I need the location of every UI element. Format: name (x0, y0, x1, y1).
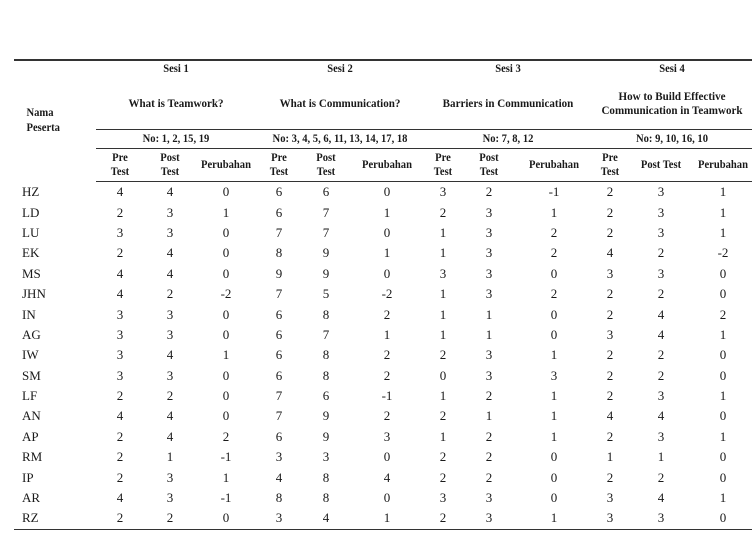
results-table (14, 59, 752, 530)
score-cell: 2 (96, 508, 144, 529)
column-header-row (14, 149, 752, 182)
score-cell: 0 (383, 265, 391, 281)
score-cell: -1 (381, 388, 393, 404)
score-cell: 3 (166, 367, 174, 383)
score-cell: 2 (485, 428, 493, 444)
score-cell: 0 (719, 469, 727, 485)
score-cell: 8 (322, 347, 330, 363)
table-row (14, 182, 752, 203)
score-cell: 0 (719, 286, 727, 302)
score-cell: 9 (322, 428, 330, 444)
score-cell: 2 (439, 449, 447, 465)
score-cell: 6 (322, 388, 330, 404)
score-cell: 3 (485, 245, 493, 261)
score-cell: 0 (550, 490, 558, 506)
table-row (14, 284, 752, 304)
participant-name: LD (22, 204, 40, 220)
score-cell: 1 (719, 326, 727, 342)
score-cell: 0 (222, 245, 230, 261)
score-cell: 1 (550, 408, 558, 424)
score-cell: 2 (550, 224, 558, 240)
participant-name: AN (22, 408, 41, 424)
score-cell: 4 (166, 245, 174, 261)
sesi-1-topic: What is Teamwork? (128, 96, 224, 110)
sesi-2-topic: What is Communication? (279, 96, 401, 110)
score-cell: 7 (322, 204, 330, 220)
score-cell: 6 (322, 184, 330, 200)
score-cell: 6 (275, 367, 283, 383)
participant-name: RZ (14, 508, 96, 529)
score-cell: 2 (116, 428, 124, 444)
score-cell: 3 (256, 508, 302, 529)
table-row (14, 488, 752, 508)
score-cell: -2 (381, 286, 393, 302)
score-cell: 0 (719, 449, 727, 465)
table-row (14, 325, 752, 345)
score-cell: 7 (322, 224, 330, 240)
table-row (14, 508, 752, 529)
score-cell: 3 (166, 224, 174, 240)
score-cell: 2 (606, 388, 614, 404)
sesi-4-items: No: 9, 10, 16, 10 (598, 130, 745, 149)
score-cell: 2 (606, 428, 614, 444)
score-cell: 7 (322, 326, 330, 342)
score-cell: -1 (220, 449, 232, 465)
participant-name: MS (22, 265, 41, 281)
score-cell: 2 (116, 469, 124, 485)
score-cell: 1 (439, 286, 447, 302)
score-cell: 2 (116, 204, 124, 220)
score-cell: 2 (657, 367, 665, 383)
score-cell: 1 (439, 245, 447, 261)
score-cell: 3 (116, 306, 124, 322)
participant-name: HZ (22, 183, 40, 199)
score-cell: 3 (462, 508, 516, 529)
table-row (14, 386, 752, 406)
sesi-3-items: No: 7, 8, 12 (431, 130, 586, 149)
score-cell: 7 (275, 286, 283, 302)
score-cell: 0 (550, 326, 558, 342)
score-cell: 2 (606, 469, 614, 485)
score-cell: 1 (222, 469, 230, 485)
score-cell: 1 (719, 184, 727, 200)
score-cell: 0 (439, 367, 447, 383)
table-row (14, 447, 752, 467)
score-cell: 0 (222, 408, 230, 424)
score-cell: 2 (719, 306, 727, 322)
score-cell: 2 (439, 347, 447, 363)
score-cell: 9 (275, 265, 283, 281)
table-row (14, 345, 752, 365)
score-cell: 0 (222, 265, 230, 281)
score-cell: 3 (166, 326, 174, 342)
score-cell: 0 (719, 408, 727, 424)
score-cell: 1 (439, 326, 447, 342)
s1-perubahan-header: Perubahan (198, 149, 253, 182)
score-cell: 7 (275, 388, 283, 404)
participant-name: LF (22, 388, 38, 404)
sesi-1-label: Sesi 1 (102, 60, 249, 77)
score-cell: 1 (485, 306, 493, 322)
session-header-row (14, 60, 752, 77)
table-body (14, 182, 752, 530)
s3-pre-test-header: Pre Test (426, 149, 461, 182)
score-cell: 3 (322, 449, 330, 465)
score-cell: 2 (166, 388, 174, 404)
participant-name: IW (22, 347, 39, 363)
score-cell: 9 (322, 408, 330, 424)
s1-pre-test-header: Pre Test (98, 149, 142, 182)
score-cell: 4 (166, 428, 174, 444)
participant-name: IP (22, 469, 34, 485)
participant-name: AG (22, 326, 41, 342)
s4-post-test-header: Post Test (631, 149, 692, 182)
score-cell: 2 (383, 367, 391, 383)
score-cell: 4 (166, 184, 174, 200)
score-cell: 1 (222, 204, 230, 220)
score-cell: 1 (550, 428, 558, 444)
score-cell: 1 (516, 508, 592, 529)
score-cell: 4 (116, 408, 124, 424)
score-cell: 6 (275, 184, 283, 200)
score-cell: 2 (116, 245, 124, 261)
score-cell: 4 (166, 347, 174, 363)
score-cell: 4 (116, 184, 124, 200)
score-cell: 0 (694, 508, 752, 529)
score-cell: 2 (550, 286, 558, 302)
score-cell: 1 (383, 326, 391, 342)
score-cell: 2 (439, 469, 447, 485)
score-cell: 2 (485, 449, 493, 465)
participant-name: JHN (22, 286, 46, 302)
score-cell: 1 (485, 326, 493, 342)
score-cell: 2 (550, 245, 558, 261)
items-row (14, 130, 752, 149)
score-cell: 2 (424, 508, 462, 529)
score-cell: 2 (606, 224, 614, 240)
score-cell: 2 (606, 306, 614, 322)
score-cell: 0 (383, 449, 391, 465)
score-cell: -1 (548, 184, 560, 200)
score-cell: 4 (657, 306, 665, 322)
nama-peserta-header: Nama Peserta (17, 60, 92, 182)
score-cell: 0 (719, 347, 727, 363)
participant-name: EK (22, 245, 40, 261)
score-cell: 6 (275, 204, 283, 220)
score-cell: 2 (606, 184, 614, 200)
table-row (14, 243, 752, 263)
score-cell: 2 (606, 286, 614, 302)
score-cell: 3 (485, 490, 493, 506)
score-cell: -1 (220, 490, 232, 506)
score-cell: 2 (606, 347, 614, 363)
score-cell: 4 (166, 408, 174, 424)
score-cell: 4 (657, 326, 665, 342)
score-cell: 2 (606, 204, 614, 220)
score-cell: 0 (550, 449, 558, 465)
score-cell: 1 (719, 428, 727, 444)
score-cell: 1 (439, 428, 447, 444)
score-cell: 3 (166, 204, 174, 220)
score-cell: 1 (719, 490, 727, 506)
score-cell: 2 (116, 388, 124, 404)
score-cell: 6 (275, 326, 283, 342)
score-cell: 1 (550, 204, 558, 220)
score-cell: 3 (657, 204, 665, 220)
score-cell: 0 (222, 184, 230, 200)
score-cell: 3 (116, 326, 124, 342)
score-cell: 3 (485, 224, 493, 240)
score-cell: 6 (275, 428, 283, 444)
s2-perubahan-header: Perubahan (353, 149, 421, 182)
score-cell: 8 (322, 306, 330, 322)
table-row (14, 366, 752, 386)
score-cell: 2 (485, 388, 493, 404)
score-cell: 1 (550, 388, 558, 404)
score-cell: 3 (592, 508, 628, 529)
table-row (14, 264, 752, 284)
score-cell: 2 (383, 347, 391, 363)
s2-post-test-header: Post Test (304, 149, 348, 182)
topic-row (14, 77, 752, 130)
score-cell: 3 (550, 367, 558, 383)
score-cell: 0 (196, 508, 256, 529)
score-cell: 3 (166, 306, 174, 322)
score-cell: 2 (383, 408, 391, 424)
table-row (14, 427, 752, 447)
score-cell: 3 (657, 428, 665, 444)
score-cell: 2 (439, 408, 447, 424)
score-cell: 2 (166, 286, 174, 302)
score-cell: 3 (485, 367, 493, 383)
sesi-3-label: Sesi 3 (431, 60, 586, 77)
score-cell: 4 (606, 408, 614, 424)
score-cell: 4 (606, 245, 614, 261)
s4-pre-test-header: Pre Test (593, 149, 626, 182)
table-row (14, 223, 752, 243)
table-row (14, 467, 752, 487)
score-cell: 3 (485, 286, 493, 302)
participant-name: LU (22, 224, 40, 240)
score-cell: 2 (383, 306, 391, 322)
s1-post-test-header: Post Test (146, 149, 194, 182)
score-cell: 3 (116, 367, 124, 383)
score-cell: 8 (322, 367, 330, 383)
score-cell: 1 (606, 449, 614, 465)
score-cell: 3 (657, 224, 665, 240)
score-cell: 3 (485, 347, 493, 363)
table-row (14, 304, 752, 324)
score-cell: 2 (116, 449, 124, 465)
score-cell: 0 (550, 265, 558, 281)
score-cell: 3 (383, 428, 391, 444)
participant-name: SM (22, 367, 41, 383)
score-cell: 3 (657, 265, 665, 281)
participant-name: AP (22, 428, 39, 444)
sesi-4-topic: How to Build Effective Communication in Teamwork (601, 89, 743, 117)
score-cell: 1 (166, 449, 174, 465)
score-cell: 1 (719, 388, 727, 404)
score-cell: 3 (657, 388, 665, 404)
score-cell: 0 (222, 306, 230, 322)
score-cell: 2 (144, 508, 196, 529)
score-cell: 4 (383, 469, 391, 485)
score-cell: 1 (383, 204, 391, 220)
score-cell: 2 (657, 347, 665, 363)
table-row (14, 202, 752, 222)
score-cell: 3 (485, 204, 493, 220)
score-cell: 3 (275, 449, 283, 465)
score-cell: 1 (439, 306, 447, 322)
score-cell: 8 (322, 490, 330, 506)
score-cell: 3 (628, 508, 694, 529)
score-cell: 0 (719, 265, 727, 281)
score-cell: 1 (350, 508, 424, 529)
score-cell: 4 (116, 265, 124, 281)
score-cell: 3 (166, 490, 174, 506)
score-cell: 2 (485, 469, 493, 485)
score-cell: 1 (550, 347, 558, 363)
score-cell: 4 (657, 490, 665, 506)
score-cell: 2 (222, 428, 230, 444)
score-cell: 0 (383, 490, 391, 506)
sesi-1-items: No: 1, 2, 15, 19 (102, 130, 249, 149)
score-cell: 1 (719, 204, 727, 220)
score-cell: 1 (439, 224, 447, 240)
score-cell: 7 (275, 224, 283, 240)
score-cell: 4 (302, 508, 350, 529)
score-cell: 5 (322, 286, 330, 302)
score-cell: 7 (275, 408, 283, 424)
score-cell: 2 (439, 204, 447, 220)
score-cell: 8 (275, 490, 283, 506)
score-cell: 6 (275, 347, 283, 363)
score-cell: 3 (439, 265, 447, 281)
score-cell: 0 (222, 326, 230, 342)
table-row (14, 406, 752, 426)
score-cell: 3 (116, 347, 124, 363)
s2-pre-test-header: Pre Test (258, 149, 300, 182)
score-cell: 1 (485, 408, 493, 424)
score-cell: 0 (550, 469, 558, 485)
score-cell: 4 (116, 490, 124, 506)
score-cell: 0 (222, 367, 230, 383)
score-cell: 3 (439, 490, 447, 506)
participant-name: AR (22, 490, 41, 506)
score-cell: 3 (606, 490, 614, 506)
score-cell: 2 (657, 245, 665, 261)
score-cell: 4 (657, 408, 665, 424)
score-cell: 0 (383, 224, 391, 240)
score-cell: 4 (275, 469, 283, 485)
sesi-2-items: No: 3, 4, 5, 6, 11, 13, 14, 17, 18 (263, 130, 418, 149)
sesi-3-topic: Barriers in Communication (442, 96, 574, 110)
score-cell: 1 (657, 449, 665, 465)
score-cell: 0 (550, 306, 558, 322)
score-cell: 4 (116, 286, 124, 302)
participant-name: RM (22, 449, 43, 465)
score-cell: 3 (166, 469, 174, 485)
score-cell: -2 (220, 286, 232, 302)
score-cell: 0 (222, 388, 230, 404)
score-cell: 1 (383, 245, 391, 261)
sesi-2-label: Sesi 2 (263, 60, 418, 77)
score-cell: 8 (322, 469, 330, 485)
participant-name: IN (22, 306, 36, 322)
score-cell: 3 (485, 265, 493, 281)
score-cell: 3 (116, 224, 124, 240)
score-cell: 0 (383, 184, 391, 200)
score-cell: 3 (657, 184, 665, 200)
score-cell: 2 (606, 367, 614, 383)
score-cell: 9 (322, 265, 330, 281)
score-cell: 8 (275, 245, 283, 261)
score-cell: 2 (657, 286, 665, 302)
score-cell: 4 (166, 265, 174, 281)
score-cell: 1 (439, 388, 447, 404)
score-cell: 9 (322, 245, 330, 261)
score-cell: 2 (485, 184, 493, 200)
score-cell: 3 (439, 184, 447, 200)
s3-perubahan-header: Perubahan (519, 149, 589, 182)
sesi-4-label: Sesi 4 (598, 60, 745, 77)
score-cell: 1 (222, 347, 230, 363)
score-cell: 3 (606, 326, 614, 342)
score-cell: 2 (657, 469, 665, 485)
score-cell: 0 (719, 367, 727, 383)
score-cell: 0 (222, 224, 230, 240)
s3-post-test-header: Post Test (464, 149, 514, 182)
score-cell: 3 (606, 265, 614, 281)
s4-perubahan-header: Perubahan (696, 149, 749, 182)
score-cell: 1 (719, 224, 727, 240)
score-cell: 6 (275, 306, 283, 322)
score-cell: -2 (717, 245, 729, 261)
